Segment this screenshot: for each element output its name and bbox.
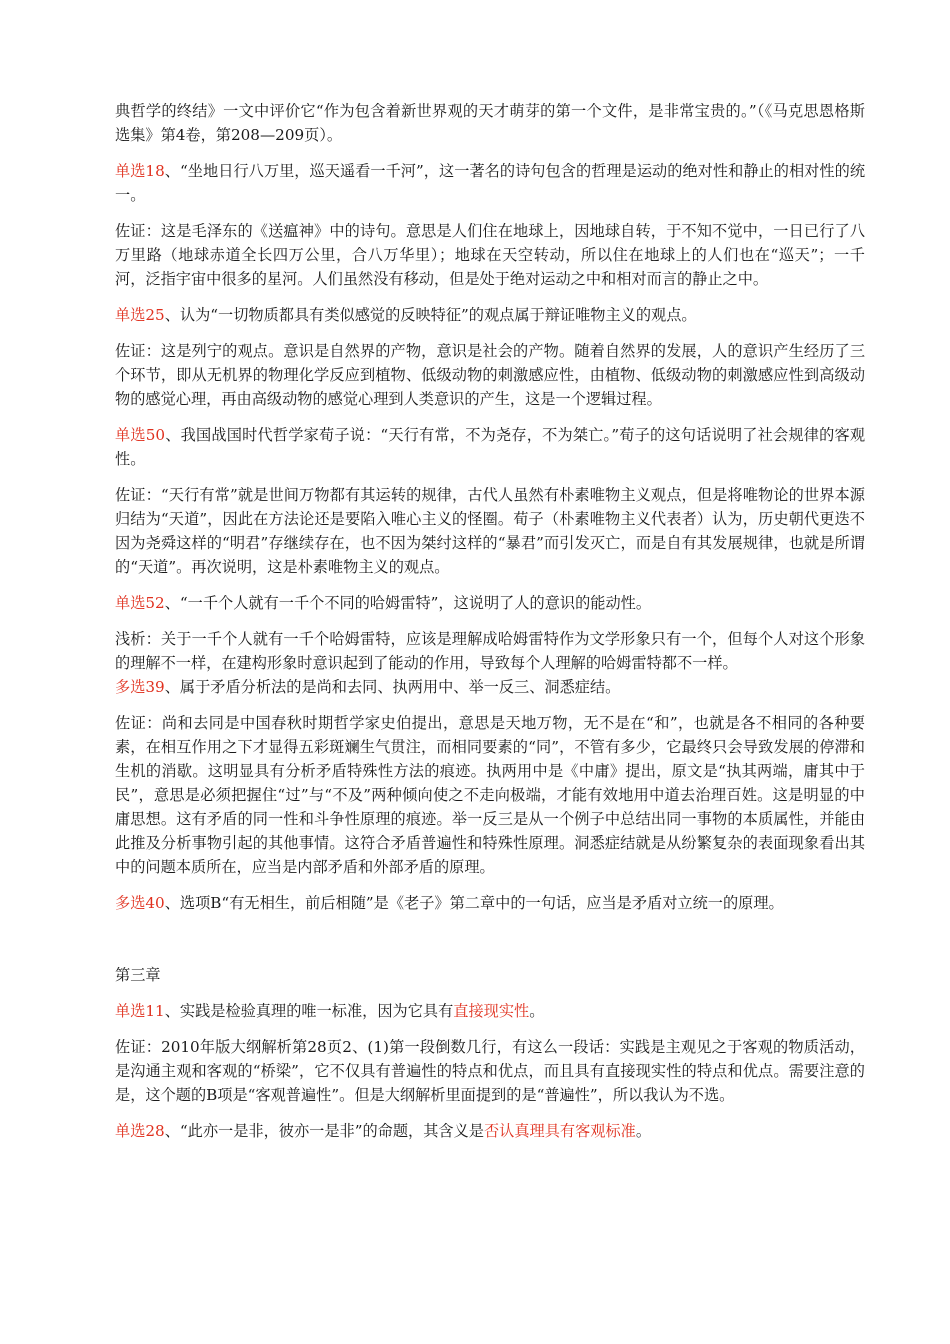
body-text: 典哲学的终结》一文中评价它“作为包含着新世界观的天才萌芽的第一个文件，是非常宝贵的。”（《马克思恩格斯选集》第4卷，第208—209页）。	[115, 102, 865, 144]
body-text: 佐证：尚和去同是中国春秋时期哲学家史伯提出，意思是天地万物，无不是在“和”，也就是各不相同的各种要素，在相互作用之下才显得五彩斑斓生气贯注，而相同要素的“同”，不管有多少，它最终只会导致发展的停滞和生机的消歇。这明显具有分析矛盾特殊性方法的痕迹。执两用中是《中庸》提出，原文是“执其两端，庸其中于民”，意思是必须把握住“过”与“不及”两种倾向使之不走向极端，才能有效地用中道去治理百姓。这是明显的中庸思想。这有矛盾的同一性和斗争性原理的痕迹。举一反三是从一个例子中总结出同一事物的本质属性，并能由此推及分析事物引起的其他事情。这符合矛盾普遍性和特殊性原理。洞悉症结就是从纷繁复杂的表面现象看出其中的问题本质所在，应当是内部矛盾和外部矛盾的原理。	[115, 714, 865, 876]
body-text: 、认为“一切物质都具有类似感觉的反映特征”的观点属于辩证唯物主义的观点。	[164, 306, 697, 324]
paragraph	[115, 303, 865, 327]
body-text: 佐证：这是列宁的观点。意识是自然界的产物，意识是社会的产物。随着自然界的发展，人的意识产生经历了三个环节，即从无机界的物理化学反应到植物、低级动物的刺激感应性，由植物、低级动物的刺激感应性到高级动物的感觉心理，再由高级动物的感觉心理到人类意识的产生，这是一个逻辑过程。	[115, 342, 865, 408]
paragraph	[115, 627, 865, 675]
highlight-text: 单选25	[115, 306, 165, 324]
body-text: 、属于矛盾分析法的是尚和去同、执两用中、举一反三、洞悉症结。	[164, 678, 621, 696]
body-text: 浅析：关于一千个人就有一千个哈姆雷特，应该是理解成哈姆雷特作为文学形象只有一个，但每个人对这个形象的理解不一样，在建构形象时意识起到了能动的作用，导致每个人理解的哈姆雷特都不一样。	[115, 630, 865, 672]
body-text: 佐证：“天行有常”就是世间万物都有其运转的规律，古代人虽然有朴素唯物主义观点，但是将唯物论的世界本源归结为“天道”，因此在方法论还是要陷入唯心主义的怪圈。荀子（朴素唯物主义代表者）认为，历史朝代更迭不因为尧舜这样的“明君”存继续存在，也不因为桀纣这样的“暴君”而引发灭亡，而是自有其发展规律，也就是所谓的“天道”。再次说明，这是朴素唯物主义的观点。	[115, 486, 865, 576]
paragraph	[115, 159, 865, 207]
body-text: 、“此亦一是非，彼亦一是非”的命题，其含义是	[164, 1122, 484, 1140]
highlight-text: 多选40	[115, 894, 165, 912]
highlight-text: 单选11	[115, 1002, 165, 1020]
body-text: 、实践是检验真理的唯一标准，因为它具有	[164, 1002, 454, 1020]
paragraph	[115, 675, 865, 699]
highlight-text: 单选52	[115, 594, 165, 612]
body-text: 第三章	[115, 966, 161, 984]
body-text: 。	[529, 1002, 545, 1020]
document-page	[115, 99, 865, 1155]
body-text: 佐证：这是毛泽东的《送瘟神》中的诗句。意思是人们住在地球上，因地球自转，于不知不觉中，一日已行了八万里路（地球赤道全长四万公里，合八万华里）；地球在天空转动，所以住在地球上的人们也在“巡天”；一千河，泛指宇宙中很多的星河。人们虽然没有移动，但是处于绝对运动之中和相对而言的静止之中。	[115, 222, 865, 288]
highlight-text: 单选50	[115, 426, 166, 444]
highlight-text: 单选18	[115, 162, 165, 180]
highlight-text: 否认真理具有客观标准	[483, 1122, 636, 1140]
paragraph	[115, 99, 865, 147]
paragraph	[115, 1035, 865, 1107]
body-text: 佐证：2010年版大纲解析第28页2、(1)第一段倒数几行，有这么一段话：实践是主观见之于客观的物质活动，是沟通主观和客观的“桥梁”，它不仅具有普遍性的特点和优点，而且具有直接现实性的特点和优点。需要注意的是，这个题的B项是“客观普遍性”。但是大纲解析里面提到的是“普遍性”，所以我认为不选。	[115, 1038, 865, 1104]
body-text: 、“坐地日行八万里，巡天遥看一千河”，这一著名的诗句包含的哲理是运动的绝对性和静止的相对性的统一。	[115, 162, 866, 204]
body-text: 。	[635, 1122, 652, 1140]
paragraph	[115, 891, 865, 915]
highlight-text: 单选28	[115, 1122, 165, 1140]
body-text: 、选项B“有无相生，前后相随”是《老子》第二章中的一句话，应当是矛盾对立统一的原理。	[164, 894, 784, 912]
highlight-text: 直接现实性	[453, 1002, 530, 1020]
paragraph	[115, 339, 865, 411]
chapter-heading	[115, 963, 865, 987]
body-text: 、我国战国时代哲学家荀子说：“天行有常，不为尧存，不为桀亡。”荀子的这句话说明了社会规律的客观性。	[115, 426, 866, 468]
body-text: 、“一千个人就有一千个不同的哈姆雷特”，这说明了人的意识的能动性。	[164, 594, 652, 612]
paragraph	[115, 999, 865, 1023]
highlight-text: 多选39	[115, 678, 165, 696]
paragraph	[115, 1119, 865, 1143]
paragraph	[115, 711, 865, 879]
paragraph	[115, 219, 865, 291]
paragraph	[115, 423, 865, 471]
paragraph	[115, 591, 865, 615]
paragraph	[115, 483, 865, 579]
